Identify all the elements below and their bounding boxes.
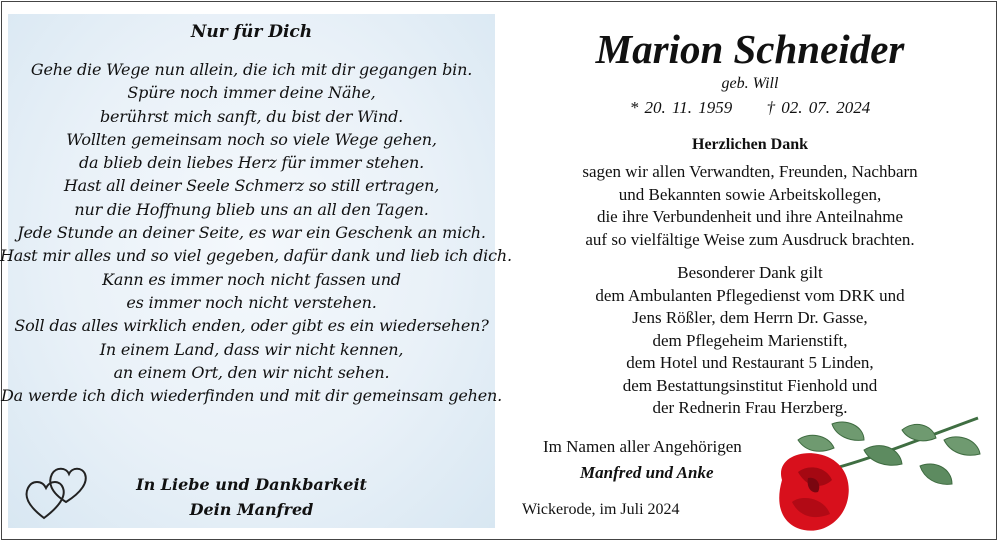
poem-line: an einem Ort, den wir nicht sehen. [113,362,390,382]
poem-line: Gehe die Wege nun allein, die ich mit dir gegangen bin. [30,60,473,79]
thanks-title: Herzlichen Dank [692,136,808,153]
poem-line: da blieb dein liebes Herz für immer stehen. [79,153,424,173]
signatories: Manfred und Anke [580,463,714,482]
poem-line: Kann es immer noch nicht fassen und [102,269,401,289]
poem-line: Da werde ich dich wiederfinden und mit dir gemeinsam gehen. [0,386,503,406]
poem-line: Soll das alles wirklich enden, oder gibt es ein wiedersehen? [14,316,489,336]
thanks-line: auf so vielfältige Weise zum Ausdruck brachten. [585,229,915,249]
special-line: dem Ambulanten Pflegedienst vom DRK und [595,285,905,305]
poem-line: berührst mich sanft, du bist der Wind. [99,106,404,126]
poem-line: Spüre noch immer deine Nähe, [127,83,376,103]
life-dates [500,98,1000,118]
poem-line: Jede Stunde an deiner Seite, es war ein Geschenk an mich. [17,223,486,243]
special-line: dem Pflegeheim Marienstift, [652,330,848,350]
thanks-line: die ihre Verbundenheit und ihre Anteilnahme [596,207,904,226]
thanks-text [500,161,1000,251]
birth-date: * 20. 11. 1959 [629,98,733,117]
special-line: Besonderer Dank gilt [677,263,823,282]
poem-closing [0,472,503,522]
poem-title: Nur für Dich [190,22,313,42]
death-date: † 02. 07. 2024 [766,98,871,117]
place-date: Wickerode, im Juli 2024 [522,501,680,518]
special-line: Jens Rößler, dem Herrn Dr. Gasse, [632,308,868,327]
poem-line: nur die Hoffnung blieb uns an all den Tagen. [74,199,429,219]
closing-line: In Liebe und Dankbarkeit [136,475,367,494]
maiden-name: geb. Will [721,75,779,92]
special-line: dem Bestattungsinstitut Fienhold und [622,375,878,395]
poem-line: In einem Land, dass wir nicht kennen, [99,339,404,359]
poem-line: es immer noch nicht verstehen. [126,292,377,312]
deceased-name: Marion Schneider [595,26,905,72]
thanks-line: sagen wir allen Verwandten, Freunden, Nachbarn [582,162,918,181]
on-behalf-text: Im Namen aller Angehörigen [543,437,742,456]
special-thanks-text [500,262,1000,420]
poem-line: Hast all deiner Seele Schmerz so still ertragen, [63,176,440,196]
rose-icon [768,410,990,538]
closing-signature: Dein Manfred [189,500,314,519]
special-line: der Rednerin Frau Herzberg. [652,398,848,417]
poem-line: Wollten gemeinsam noch so viele Wege gehen, [66,129,437,149]
poem-line: Hast mir alles und so viel gegeben, dafür dank und lieb ich dich. [0,246,512,266]
special-line: dem Hotel und Restaurant 5 Linden, [626,353,874,372]
thanks-line: und Bekannten sowie Arbeitskollegen, [618,184,882,204]
poem-text [0,58,512,407]
